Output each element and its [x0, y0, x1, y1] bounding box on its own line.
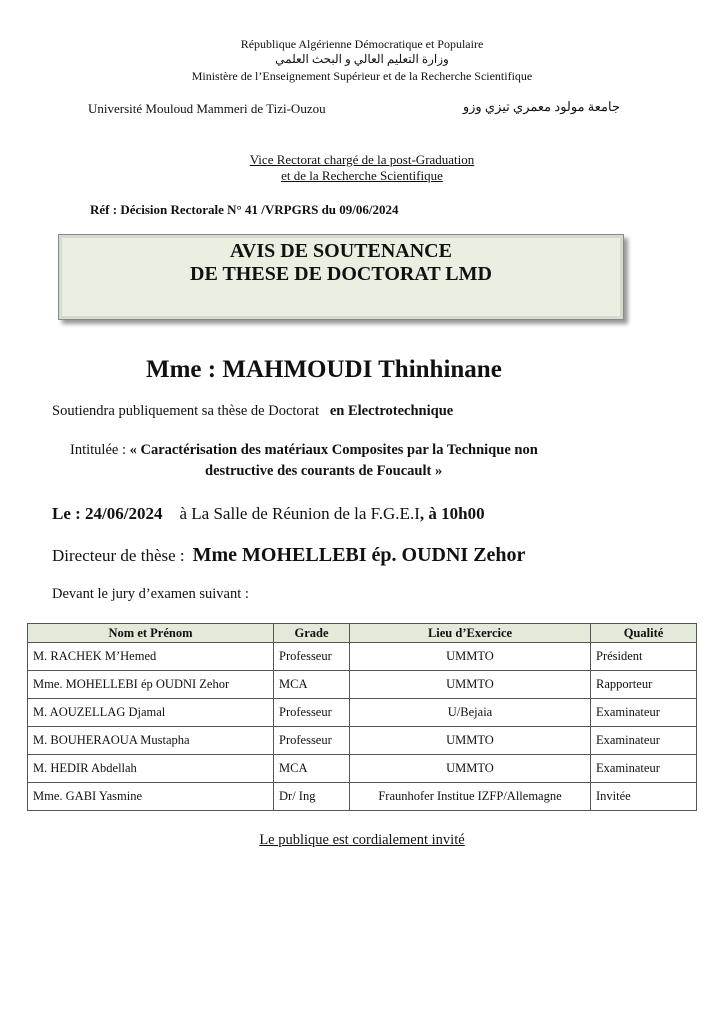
banner-line2: DE THESE DE DOCTORAT LMD [190, 263, 492, 285]
table-row [28, 671, 697, 699]
cell-role: Examinateur [591, 755, 697, 783]
notice-banner [58, 234, 624, 320]
cell-grade: Professeur [274, 727, 350, 755]
ministry-arabic: وزارة التعليم العالي و البحث العلمي [275, 52, 449, 66]
vice-rectorat-line2: et de la Recherche Scientifique [281, 168, 443, 183]
cell-name: Mme. GABI Yasmine [28, 783, 274, 811]
thesis-title-part1: « Caractérisation des matériaux Composites par la Technique non [129, 442, 538, 458]
header-grade: Grade [274, 624, 350, 643]
table-row [28, 699, 697, 727]
director-label: Directeur de thèse : [52, 546, 185, 565]
defense-location: à La Salle de Réunion de la F.G.E.I [179, 504, 420, 523]
cell-place: UMMTO [350, 671, 591, 699]
ministry-name: Ministère de l’Enseignement Supérieur et de la Recherche Scientifique [191, 69, 533, 83]
cell-place: U/Bejaia [350, 699, 591, 727]
defense-time: , à 10h00 [419, 504, 485, 523]
invitation-footer: Le publique est cordialement invité [259, 832, 465, 848]
cell-role: Président [591, 643, 697, 671]
cell-name: M. RACHEK M’Hemed [28, 643, 274, 671]
jury-table [27, 623, 697, 811]
jury-intro: Devant le jury d’examen suivant : [52, 586, 249, 602]
director-line [52, 544, 525, 567]
vice-rectorat-line1: Vice Rectorat chargé de la post-Graduation [249, 152, 475, 167]
table-row [28, 755, 697, 783]
thesis-title-line1 [70, 442, 538, 459]
cell-place: UMMTO [350, 755, 591, 783]
university-name: Université Mouloud Mammeri de Tizi-Ouzou [88, 101, 326, 116]
cell-name: M. HEDIR Abdellah [28, 755, 274, 783]
header-role: Qualité [591, 624, 697, 643]
table-row [28, 727, 697, 755]
cell-place: Fraunhofer Institue IZFP/Allemagne [350, 783, 591, 811]
title-label: Intitulée : [70, 442, 126, 458]
cell-role: Examinateur [591, 727, 697, 755]
jury-header-row [28, 624, 697, 643]
table-row [28, 783, 697, 811]
header-name: Nom et Prénom [28, 624, 274, 643]
director-name: Mme MOHELLEBI ép. OUDNI Zehor [192, 544, 526, 566]
cell-role: Examinateur [591, 699, 697, 727]
cell-role: Invitée [591, 783, 697, 811]
defense-intro-line [52, 403, 453, 420]
cell-grade: Dr/ Ing [274, 783, 350, 811]
candidate-name: Mme : MAHMOUDI Thinhinane [146, 356, 502, 383]
cell-place: UMMTO [350, 643, 591, 671]
banner-line1: AVIS DE SOUTENANCE [230, 240, 452, 262]
defense-field: en Electrotechnique [329, 403, 454, 419]
cell-grade: MCA [274, 671, 350, 699]
cell-grade: Professeur [274, 643, 350, 671]
table-row [28, 643, 697, 671]
reference: Réf : Décision Rectorale N° 41 /VRPGRS du 09/06/2024 [90, 202, 399, 217]
cell-place: UMMTO [350, 727, 591, 755]
republic-name: République Algérienne Démocratique et Populaire [240, 37, 484, 51]
cell-grade: Professeur [274, 699, 350, 727]
header-place: Lieu d’Exercice [350, 624, 591, 643]
defense-date-line [52, 504, 485, 524]
university-name-arabic: جامعة مولود معمري تيزي وزو [462, 99, 620, 114]
defense-intro: Soutiendra publiquement sa thèse de Doctorat [52, 403, 319, 419]
cell-name: M. AOUZELLAG Djamal [28, 699, 274, 727]
cell-name: M. BOUHERAOUA Mustapha [28, 727, 274, 755]
defense-date: Le : 24/06/2024 [52, 504, 163, 523]
thesis-title-part2: destructive des courants de Foucault » [205, 463, 443, 479]
cell-role: Rapporteur [591, 671, 697, 699]
cell-name: Mme. MOHELLEBI ép OUDNI Zehor [28, 671, 274, 699]
cell-grade: MCA [274, 755, 350, 783]
